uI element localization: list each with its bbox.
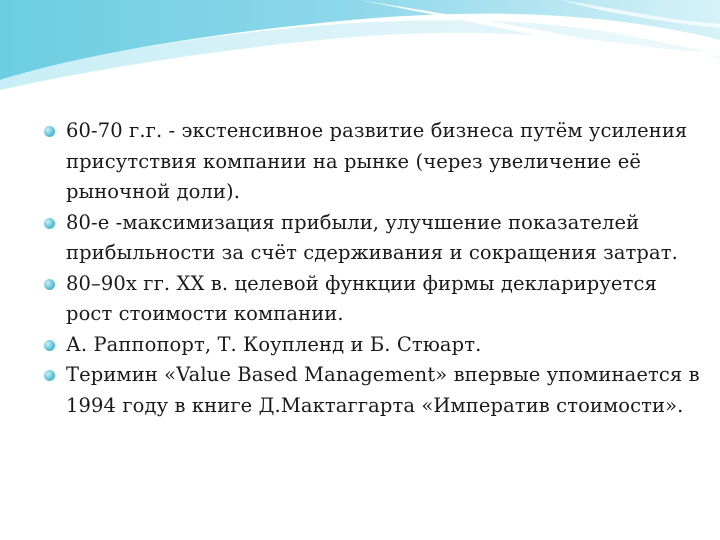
bullet-text: Теримин «Value Based Management» впервые упоминается в 1994 году в книге Д.Мактаггарта «Императив стоимости». [66,363,700,417]
bullet-text: 80–90х гг. XX в. целевой функции фирмы декларируется рост стоимости компании. [66,271,657,325]
bullet-list [44,116,704,421]
bullet-text: А. Раппопорт, Т. Коупленд и Б. Стюарт. [66,332,482,356]
bullet-item [44,360,704,421]
bullet-dot-icon [44,370,55,381]
header-wave-decoration [0,0,720,90]
bullet-dot-icon [44,218,55,229]
bullet-dot-icon [44,279,55,290]
bullet-text: 80-е -максимизация прибыли, улучшение показателей прибыльности за счёт сдерживания и сокращения затрат. [66,210,678,264]
bullet-dot-icon [44,340,55,351]
bullet-item [44,269,704,330]
bullet-text: 60-70 г.г. - экстенсивное развитие бизнеса путём усиления присутствия компании на рынке (через увеличение её рыночной доли). [66,119,688,203]
bullet-dot-icon [44,126,55,137]
bullet-item [44,330,704,361]
bullet-item [44,116,704,208]
bullet-item [44,208,704,269]
